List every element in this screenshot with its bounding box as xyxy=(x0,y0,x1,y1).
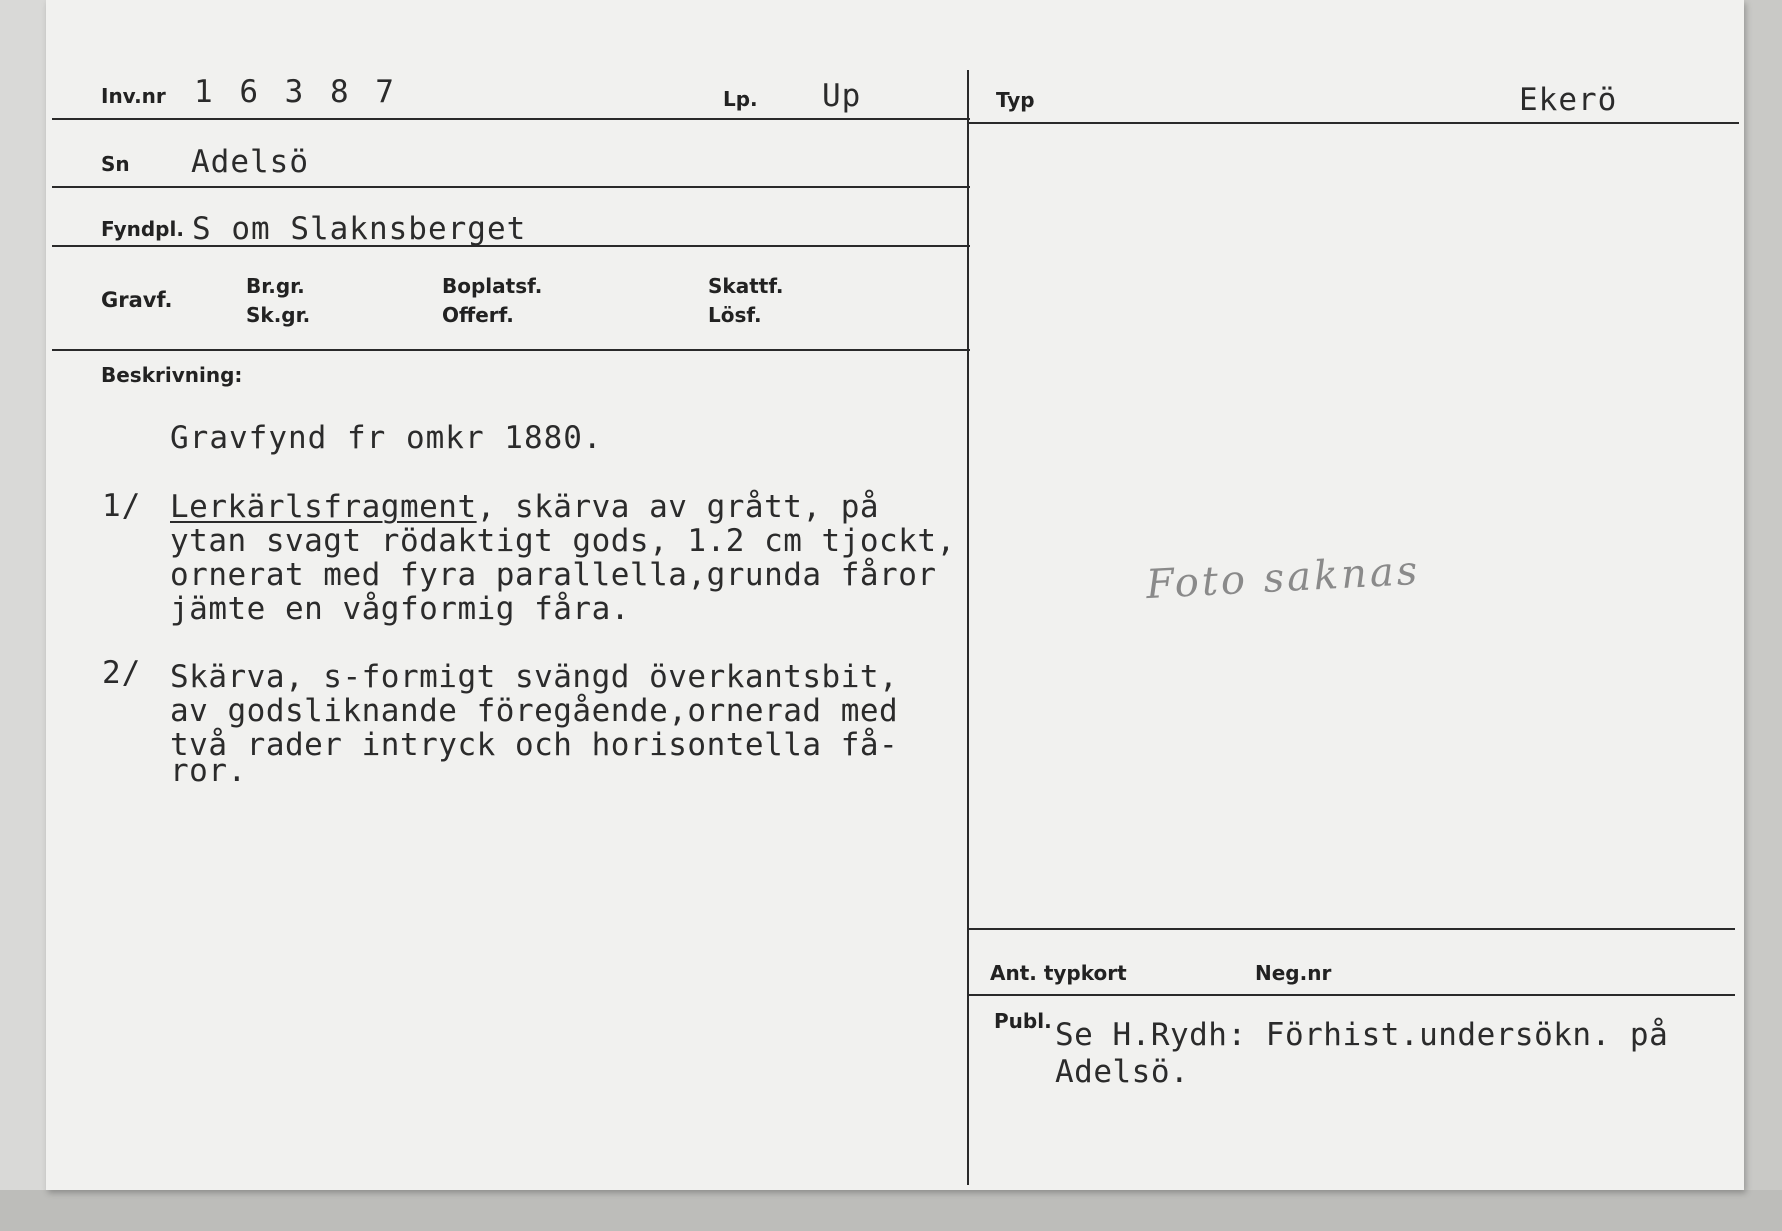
publ-label: Publ. xyxy=(994,1009,1052,1033)
sn-label: Sn xyxy=(101,152,130,176)
divider-typ xyxy=(969,122,1739,124)
item-1-keyword: Lerkärlsfragment xyxy=(170,489,477,525)
publ-text xyxy=(1055,1017,1668,1091)
card-edge-bottom xyxy=(0,1190,1782,1231)
inv-nr-value: 1 6 3 8 7 xyxy=(194,74,398,110)
beskrivning-intro: Gravfynd fr omkr 1880. xyxy=(170,420,603,456)
divider-ant-typkort-top xyxy=(969,928,1735,930)
item-1-line-3: ornerat med fyra parallella,grunda fåror xyxy=(170,557,937,593)
beskrivning-label: Beskrivning: xyxy=(101,363,243,387)
handwritten-note: Foto saknas xyxy=(1144,547,1422,609)
item-1-line-4: jämte en vågformig fåra. xyxy=(170,591,630,627)
item-2-line-4: ror. xyxy=(170,753,247,789)
item-2-text xyxy=(170,660,898,788)
ant-typkort-label: Ant. typkort xyxy=(990,961,1127,985)
publ-line-1: Se H.Rydh: Förhist.undersökn. på xyxy=(1055,1017,1669,1053)
skgr-label: Sk.gr. xyxy=(246,303,311,327)
divider-gravf xyxy=(52,349,970,351)
offerf-label: Offerf. xyxy=(442,303,514,327)
divider-publ-top xyxy=(969,994,1735,996)
divider-inv xyxy=(52,118,970,120)
gravf-label: Gravf. xyxy=(101,288,173,312)
sn-value: Adelsö xyxy=(191,144,309,180)
item-1-line-2: ytan svagt rödaktigt gods, 1.2 cm tjockt, xyxy=(170,523,956,559)
item-2-number: 2/ xyxy=(102,655,142,691)
item-2-line-2: av godsliknande föregående,ornerad med xyxy=(170,693,899,729)
item-2-line-1: Skärva, s-formigt svängd överkantsbit, xyxy=(170,659,899,695)
losf-label: Lösf. xyxy=(708,303,762,327)
inv-nr-label: Inv.nr xyxy=(101,84,166,108)
brgr-label: Br.gr. xyxy=(246,274,305,298)
neg-nr-label: Neg.nr xyxy=(1255,961,1332,985)
boplatsf-label: Boplatsf. xyxy=(442,274,543,298)
typ-label: Typ xyxy=(996,88,1035,112)
lp-value: Up xyxy=(822,78,862,114)
item-1-text xyxy=(170,490,956,626)
fyndpl-label: Fyndpl. xyxy=(101,217,184,241)
catalog-card xyxy=(46,0,1744,1190)
card-edge-right xyxy=(1744,0,1782,1231)
vertical-divider xyxy=(967,70,969,1185)
item-1-number: 1/ xyxy=(102,488,142,524)
item-1-line-1 xyxy=(170,490,956,524)
fyndpl-value: S om Slaknsberget xyxy=(192,211,527,247)
divider-sn xyxy=(52,186,970,188)
skattf-label: Skattf. xyxy=(708,274,784,298)
item-1-line-1-rest: , skärva av grått, på xyxy=(476,489,880,525)
region-value: Ekerö xyxy=(1519,82,1618,118)
lp-label: Lp. xyxy=(723,87,758,111)
item-2-line-3: två rader intryck och horisontella få- xyxy=(170,727,899,763)
publ-line-2: Adelsö. xyxy=(1055,1054,1190,1090)
